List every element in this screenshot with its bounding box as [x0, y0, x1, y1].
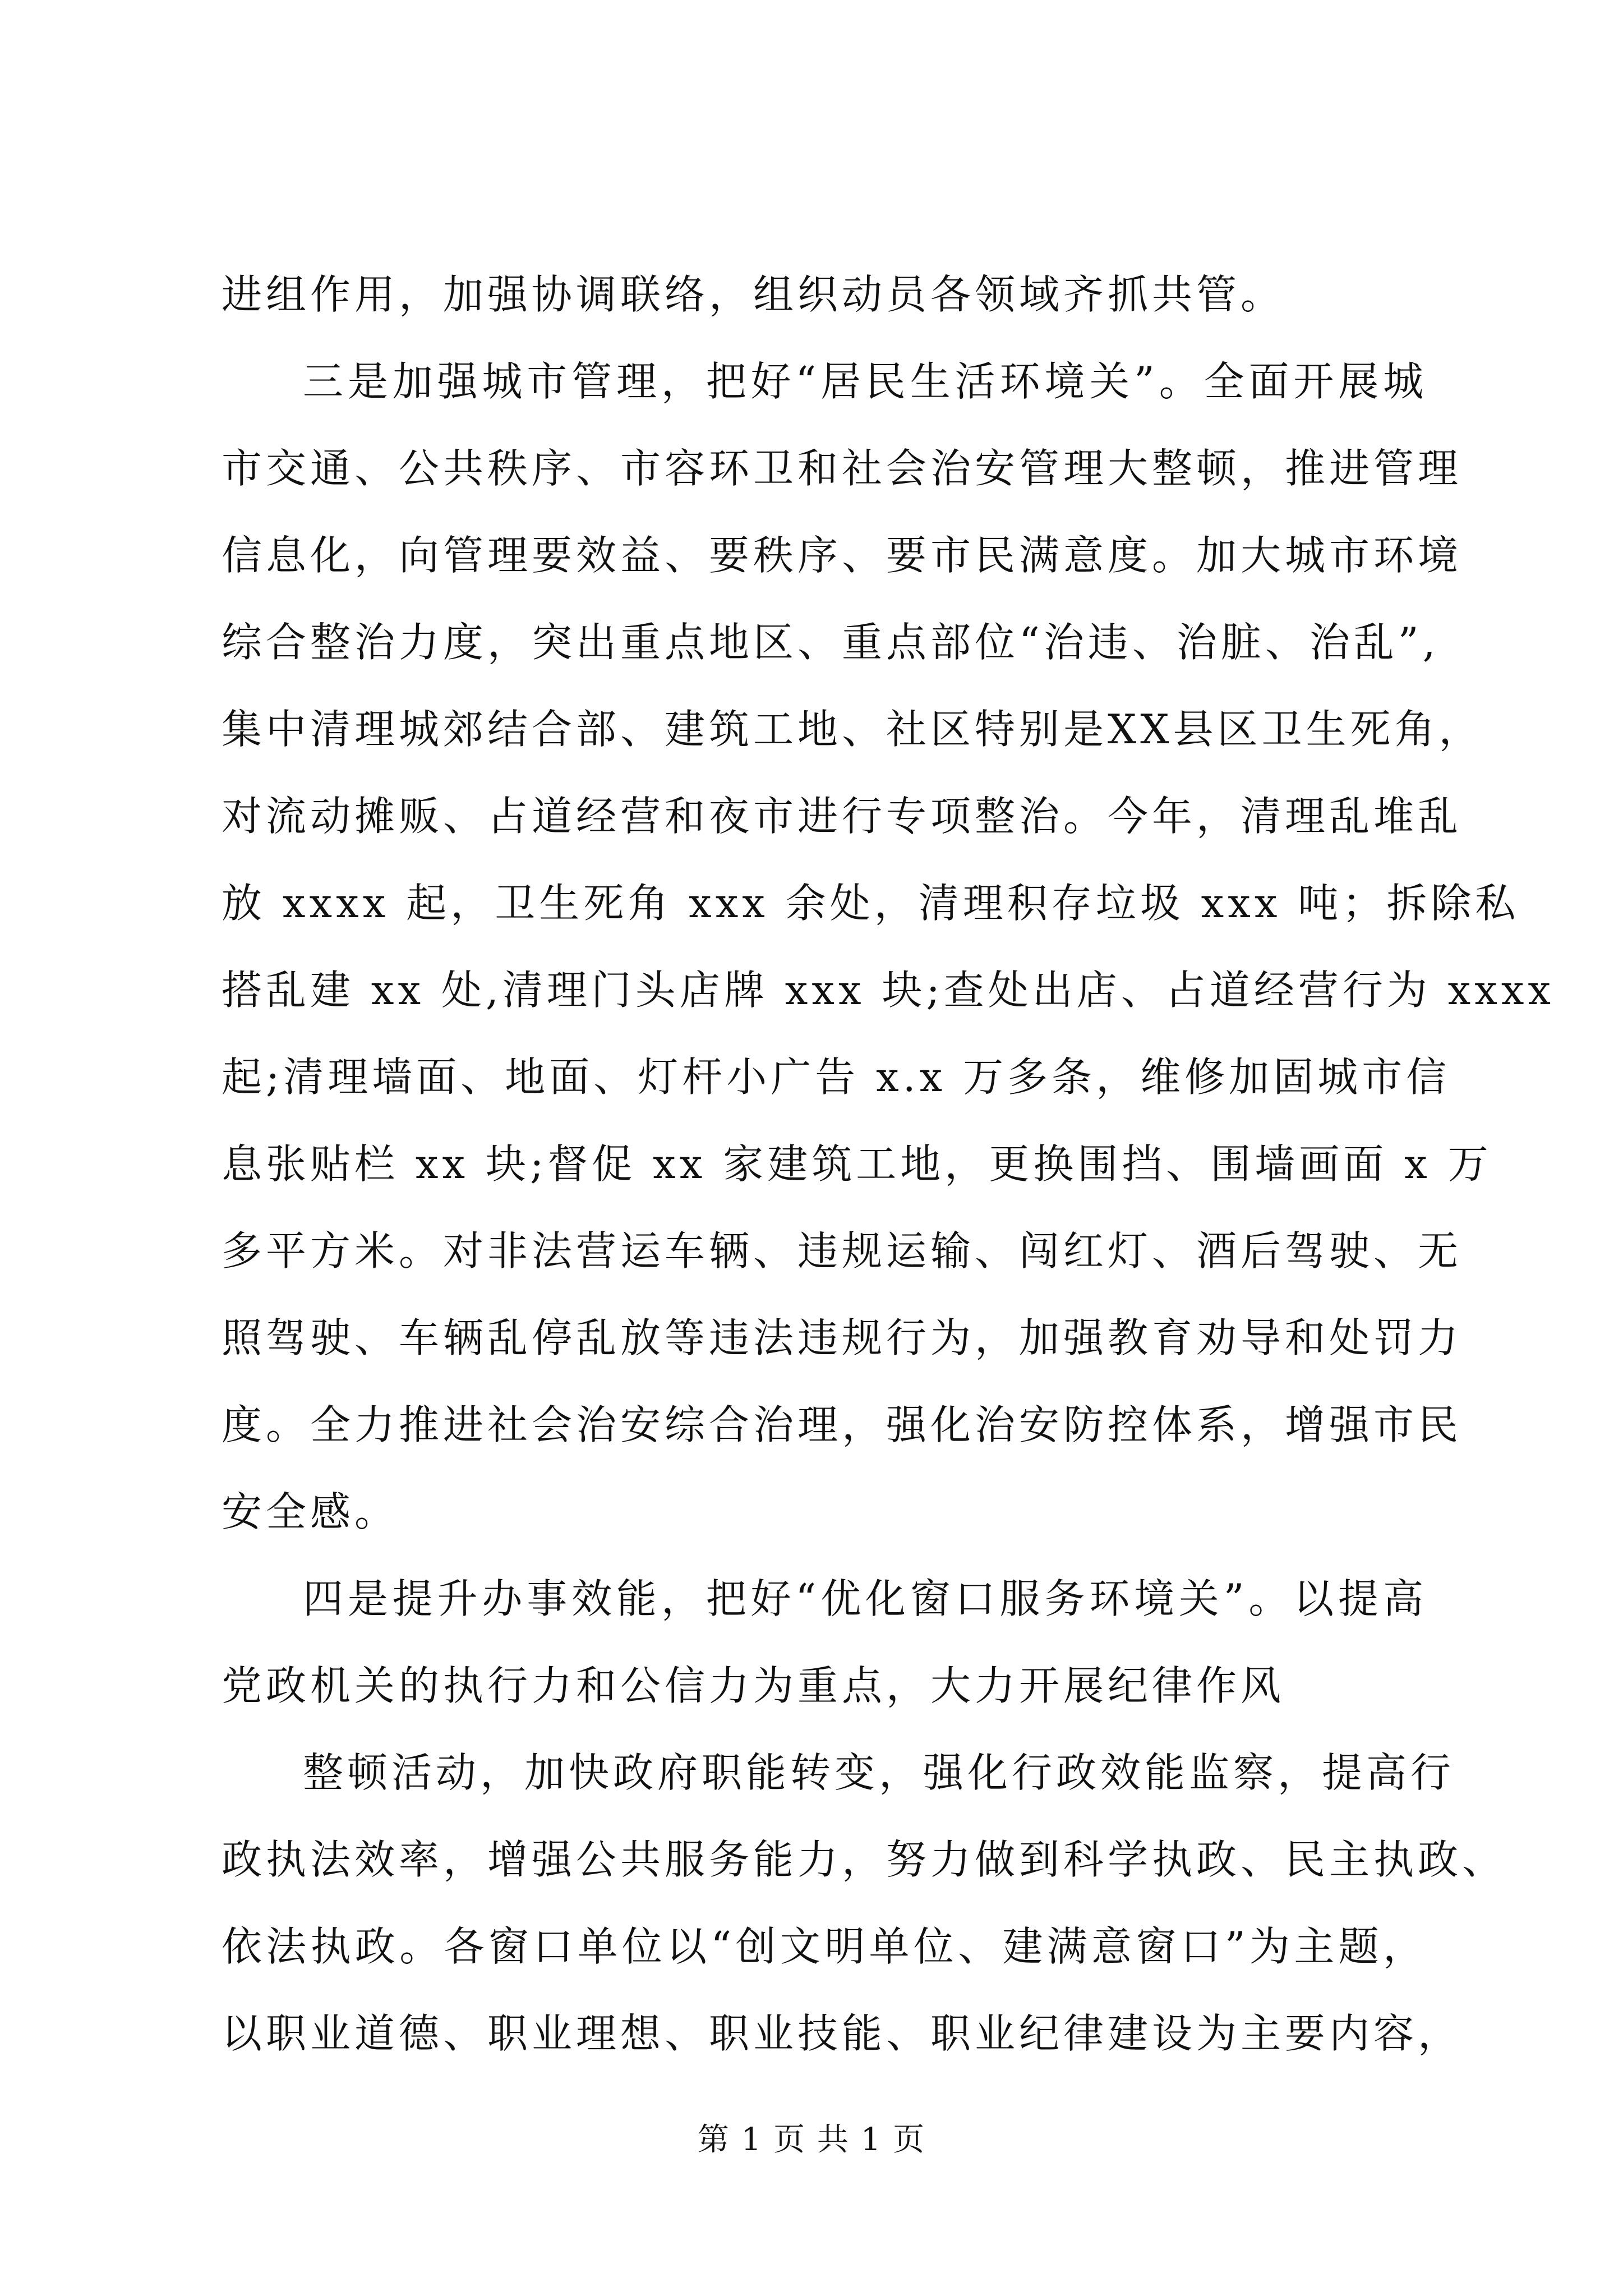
text-line: 依法执政。各窗口单位以“创文明单位、建满意窗口”为主题，: [222, 1923, 1427, 1970]
text-line: 党政机关的执行力和公信力为重点，大力开展纪律作风: [222, 1662, 1285, 1709]
text-line: 对流动摊贩、占道经营和夜市进行专项整治。今年，清理乱堆乱: [222, 793, 1463, 840]
text-line: 息张贴栏 xx 块;督促 xx 家建筑工地，更换围挡、围墙画面 x 万: [222, 1140, 1492, 1188]
text-line: 多平方米。对非法营运车辆、违规运输、闯红灯、酒后驾驶、无: [222, 1227, 1463, 1274]
text-line: 放 xxxx 起，卫生死角 xxx 余处，清理积存垃圾 xxx 吨；拆除私: [222, 880, 1520, 927]
text-line: 信息化，向管理要效益、要秩序、要市民满意度。加大城市环境: [222, 532, 1463, 579]
text-line: 度。全力推进社会治安综合治理，强化治安防控体系，增强市民: [222, 1401, 1463, 1448]
text-line: 搭乱建 xx 处,清理门头店牌 xxx 块;查处出店、占道经营行为 xxxx: [222, 967, 1555, 1014]
text-line: 市交通、公共秩序、市容环卫和社会治安管理大整顿，推进管理: [222, 445, 1463, 492]
text-line: 政执法效率，增强公共服务能力，努力做到科学执政、民主执政、: [222, 1836, 1507, 1883]
text-line: 安全感。: [222, 1488, 399, 1535]
text-line: 起;清理墙面、地面、灯杆小广告 x.x 万多条，维修加固城市信: [222, 1053, 1451, 1101]
text-line: 整顿活动，加快政府职能转变，强化行政效能监察，提高行: [303, 1749, 1455, 1796]
text-line: 综合整治力度，突出重点地区、重点部位“治违、治脏、治乱”,: [222, 619, 1440, 666]
text-line: 三是加强城市管理，把好“居民生活环境关”。全面开展城: [303, 358, 1427, 405]
text-line: 四是提升办事效能，把好“优化窗口服务环境关”。以提高: [303, 1575, 1427, 1622]
text-line: 集中清理城郊结合部、建筑工地、社区特别是XX县区卫生死角，: [222, 706, 1483, 753]
page-footer: 第 1 页 共 1 页: [697, 2122, 926, 2158]
text-line: 进组作用，加强协调联络，组织动员各领域齐抓共管。: [222, 271, 1285, 318]
text-line: 照驾驶、车辆乱停乱放等违法违规行为，加强教育劝导和处罚力: [222, 1314, 1463, 1361]
text-line: 以职业道德、职业理想、职业技能、职业纪律建设为主要内容，: [222, 2010, 1463, 2057]
